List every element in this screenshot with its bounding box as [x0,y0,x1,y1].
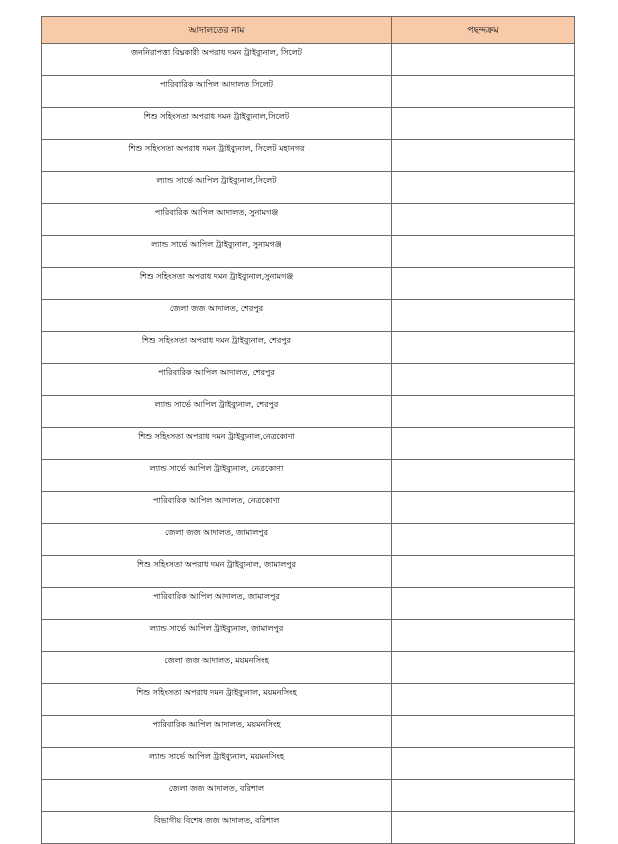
preference-cell[interactable] [392,236,575,268]
court-name-cell: পারিবারিক আপিল আদালত, সুনামগঞ্জ [42,204,392,236]
court-name-cell: ল্যান্ড সার্ভে আপিল ট্রাইব্যুনাল, নেত্রকোণা [42,460,392,492]
court-name-cell: শিশু সহিংসতা অপরাধ দমন ট্রাইব্যুনাল, শেরপুর [42,332,392,364]
court-name-cell: শিশু সহিংসতা অপরাধ দমন ট্রাইব্যুনাল, সিলেট মহানগর [42,140,392,172]
table-row [42,204,575,236]
court-name-cell: শিশু সহিংসতা অপরাধ দমন ট্রাইব্যুনাল,সুনামগঞ্জ [42,268,392,300]
preference-cell[interactable] [392,76,575,108]
table-row [42,300,575,332]
preference-cell[interactable] [392,204,575,236]
table-row [42,428,575,460]
preference-cell[interactable] [392,140,575,172]
preference-cell[interactable] [392,716,575,748]
preference-cell[interactable] [392,364,575,396]
header-court-name: আদালতের নাম [42,17,392,44]
table-row [42,364,575,396]
court-name-cell: জেলা জজ আদালত, বরিশাল [42,780,392,812]
table-row [42,524,575,556]
court-preference-table [41,16,575,844]
preference-cell[interactable] [392,396,575,428]
court-name-cell: ল্যান্ড সার্ভে আপিল ট্রাইব্যুনাল,সিলেট [42,172,392,204]
table-row [42,140,575,172]
table-row [42,748,575,780]
preference-cell[interactable] [392,588,575,620]
court-name-cell: পারিবারিক আপিল আদালত, শেরপুর [42,364,392,396]
table-row [42,76,575,108]
preference-cell[interactable] [392,652,575,684]
table-row [42,492,575,524]
court-name-cell: ল্যান্ড সার্ভে আপিল ট্রাইব্যুনাল, সুনামগঞ্জ [42,236,392,268]
table-row [42,172,575,204]
table-body [42,44,575,844]
court-name-cell: ল্যান্ড সার্ভে আপিল ট্রাইব্যুনাল, ময়মনসিংহ [42,748,392,780]
court-name-cell: ল্যান্ড সার্ভে আপিল ট্রাইব্যুনাল, শেরপুর [42,396,392,428]
court-name-cell: জননিরাপত্তা বিঘ্নকারী অপরাধ দমন ট্রাইব্যুনাল, সিলেট [42,44,392,76]
preference-cell[interactable] [392,556,575,588]
preference-cell[interactable] [392,748,575,780]
court-name-cell: শিশু সহিংসতা অপরাধ দমন ট্রাইব্যুনাল,সিলেট [42,108,392,140]
court-name-cell: পারিবারিক আপিল আদালত, জামালপুর [42,588,392,620]
table-row [42,812,575,844]
table-row [42,556,575,588]
table-row [42,108,575,140]
court-name-cell: শিশু সহিংসতা অপরাধ দমন ট্রাইব্যুনাল, ময়মনসিংহ [42,684,392,716]
court-name-cell: জেলা জজ আদালত, ময়মনসিংহ [42,652,392,684]
preference-cell[interactable] [392,684,575,716]
court-name-cell: বিভাগীয় বিশেষ জজ আদালত, বরিশাল [42,812,392,844]
header-preference: পছন্দক্রম [392,17,575,44]
preference-cell[interactable] [392,492,575,524]
table-row [42,332,575,364]
preference-cell[interactable] [392,268,575,300]
court-name-cell: ল্যান্ড সার্ভে আপিল ট্রাইব্যুনাল, জামালপুর [42,620,392,652]
table-row [42,652,575,684]
court-name-cell: শিশু সহিংসতা অপরাধ দমন ট্রাইব্যুনাল,নেত্রকোণা [42,428,392,460]
table-row [42,236,575,268]
table-row [42,396,575,428]
preference-cell[interactable] [392,172,575,204]
court-name-cell: পারিবারিক আপিল আদালত, ময়মনসিংহ [42,716,392,748]
table-row [42,716,575,748]
table-row [42,684,575,716]
preference-cell[interactable] [392,620,575,652]
table-row [42,460,575,492]
preference-cell[interactable] [392,108,575,140]
preference-cell[interactable] [392,460,575,492]
table-row [42,44,575,76]
court-name-cell: শিশু সহিংসতা অপরাধ দমন ট্রাইব্যুনাল, জামালপুর [42,556,392,588]
preference-cell[interactable] [392,332,575,364]
table-row [42,268,575,300]
table-row [42,588,575,620]
table-row [42,620,575,652]
court-name-cell: জেলা জজ আদালত, শেরপুর [42,300,392,332]
preference-cell[interactable] [392,428,575,460]
court-name-cell: জেলা জজ আদালত, জামালপুর [42,524,392,556]
table-header-row [42,17,575,44]
preference-cell[interactable] [392,300,575,332]
preference-cell[interactable] [392,524,575,556]
table-row [42,780,575,812]
preference-cell[interactable] [392,780,575,812]
preference-cell[interactable] [392,812,575,844]
court-name-cell: পারিবারিক আপিল আদালত সিলেট [42,76,392,108]
court-name-cell: পারিবারিক আপিল আদালত, নেত্রকোণা [42,492,392,524]
preference-cell[interactable] [392,44,575,76]
